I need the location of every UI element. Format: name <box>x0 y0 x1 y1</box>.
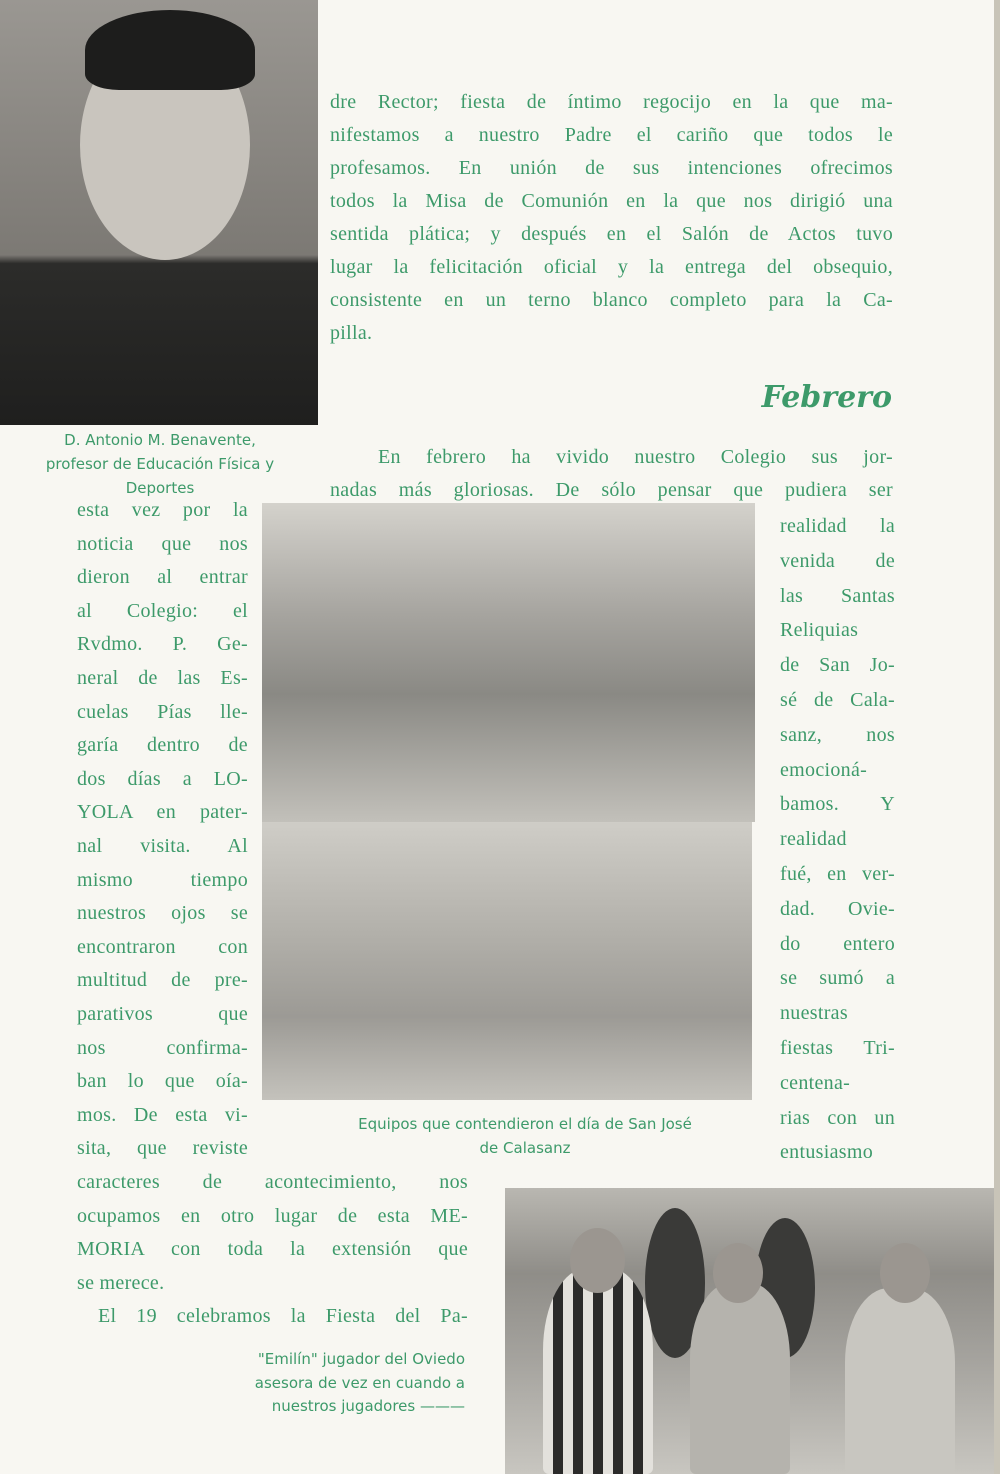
text-line: venida de <box>780 549 895 572</box>
text-line: mismo tiempo <box>77 868 248 891</box>
emilin-photo <box>505 1188 1000 1474</box>
text-line: cuelas Pías lle- <box>77 700 248 723</box>
text-line: pilla. <box>330 322 373 344</box>
team-photo-1 <box>262 503 755 822</box>
text-line: MORIA con toda la extensión que <box>77 1238 468 1260</box>
text-line: mos. De esta vi- <box>77 1103 248 1126</box>
text-line: nuestros jugadores ——— <box>271 1397 465 1415</box>
text-line: dre Rector; fiesta de íntimo regocijo en la que ma- <box>330 91 893 113</box>
text-line: entusiasmo <box>780 1141 873 1164</box>
text-line: sita, que reviste <box>77 1137 248 1160</box>
text-line: multitud de pre- <box>77 969 248 992</box>
portrait-photo <box>0 0 318 425</box>
text-line: ban lo que oía- <box>77 1070 248 1093</box>
text-line: neral de las Es- <box>77 667 248 689</box>
text-line: do entero <box>780 932 895 955</box>
text-line: "Emilín" jugador del Oviedo <box>257 1350 465 1368</box>
text-line: realidad <box>780 828 847 851</box>
text-line: Reliquias <box>780 619 859 642</box>
text-line: encontraron con <box>77 935 248 958</box>
text-line: El 19 celebramos la Fiesta del Pa- <box>98 1305 468 1327</box>
text-line: esta vez por la <box>77 499 248 521</box>
text-line: centena- <box>780 1071 851 1094</box>
text-line: de San Jo- <box>780 654 895 677</box>
text-line: Equipos que contendieron el día de San José <box>358 1115 692 1133</box>
text-line: fiestas Tri- <box>780 1037 895 1059</box>
text-line: dos días a LO- <box>77 767 248 790</box>
team-photo-2 <box>262 822 752 1100</box>
page-edge <box>994 0 1000 1474</box>
text-line: rias con un <box>780 1106 895 1129</box>
text-line: nos confirma- <box>77 1036 248 1059</box>
text-line: dieron al entrar <box>77 566 248 589</box>
text-line: realidad la <box>780 515 895 537</box>
text-line: fué, en ver- <box>780 863 895 885</box>
text-line: todos la Misa de Comunión en la que nos dirigió una <box>330 190 893 212</box>
text-line: parativos que <box>77 1003 248 1025</box>
text-line: nal visita. Al <box>77 835 248 857</box>
text-line: sentida plática; y después en el Salón de Actos tuvo <box>330 223 893 245</box>
text-line: nuestras <box>780 1002 848 1025</box>
text-line: las Santas <box>780 584 895 607</box>
text-line: D. Antonio M. Benavente, <box>64 431 256 449</box>
text-line: lugar la felicitación oficial y la entrega del obsequio, <box>330 256 893 278</box>
section-heading: Febrero <box>761 380 892 415</box>
text-line: sanz, nos <box>780 723 895 746</box>
text-line: consistente en un terno blanco completo para la Ca- <box>330 289 893 311</box>
text-line: bamos. Y <box>780 793 895 816</box>
text-line: garía dentro de <box>77 734 248 757</box>
text-line: profesor de Educación Física y <box>45 455 275 473</box>
text-line: se merece. <box>77 1271 165 1294</box>
text-line: profesamos. En unión de sus intenciones ofrecimos <box>330 157 893 179</box>
text-line: nadas más gloriosas. De sólo pensar que pudiera ser <box>330 479 893 501</box>
text-line: YOLA en pater- <box>77 801 248 824</box>
text-line: sé de Cala- <box>780 689 895 711</box>
text-line: caracteres de acontecimiento, nos <box>77 1171 468 1193</box>
text-line: al Colegio: el <box>77 599 248 622</box>
text-line: se sumó a <box>780 967 895 990</box>
text-line: nuestros ojos se <box>77 902 248 925</box>
text-line: Deportes <box>125 479 195 497</box>
text-line: En febrero ha vivido nuestro Colegio sus jor- <box>378 446 893 468</box>
text-line: de Calasanz <box>479 1139 571 1157</box>
text-line: dad. Ovie- <box>780 897 895 920</box>
text-line: noticia que nos <box>77 532 248 555</box>
text-line: ocupamos en otro lugar de esta ME- <box>77 1204 468 1227</box>
text-line: nifestamos a nuestro Padre el cariño que todos le <box>330 124 893 146</box>
text-line: asesora de vez en cuando a <box>254 1373 465 1392</box>
text-line: Rvdmo. P. Ge- <box>77 633 248 656</box>
text-line: emocioná- <box>780 758 868 781</box>
